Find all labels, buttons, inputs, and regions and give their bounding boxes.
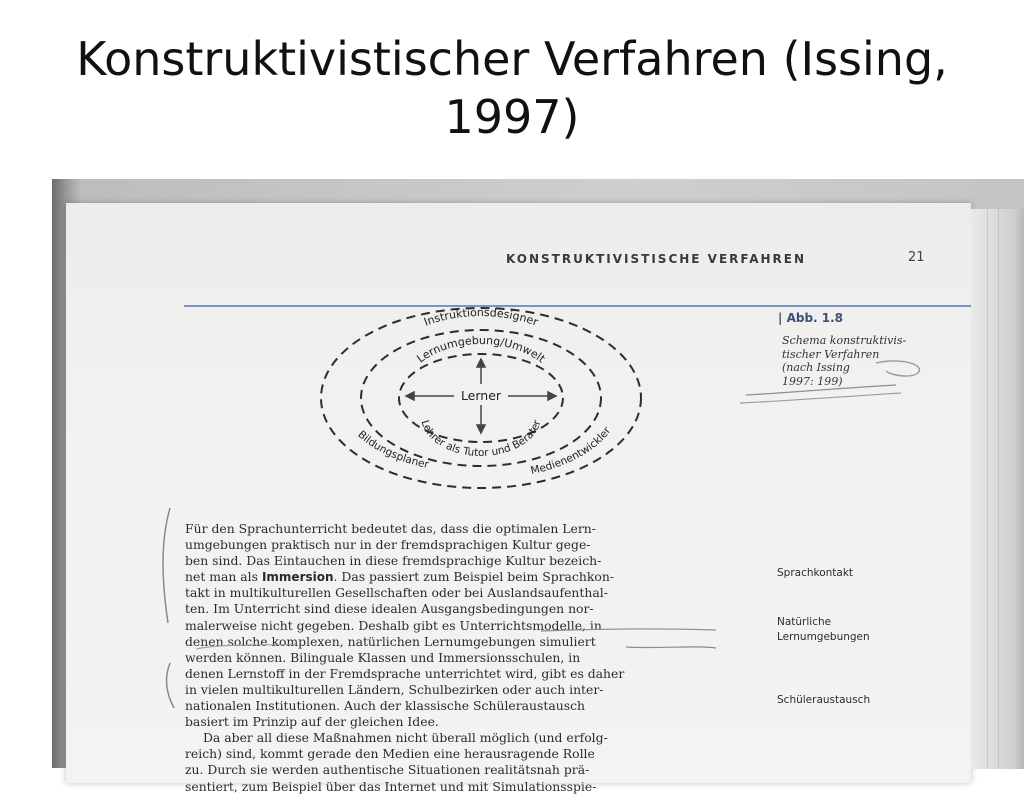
body-line: ten. Im Unterricht sind diese idealen Ausgangsbedingungen nor-: [185, 601, 594, 617]
body-text: [185, 521, 755, 795]
body-line: Für den Sprachunterricht bedeutet das, dass die optimalen Lern-: [185, 521, 596, 536]
figure-caption: [782, 334, 962, 388]
immersion-term: Immersion: [261, 570, 334, 585]
body-fragment: . Das passiert zum Beispiel beim Sprachkon-: [333, 569, 614, 585]
body-line: basiert im Prinzip auf der gleichen Idee.: [185, 714, 439, 730]
running-header: KONSTRUKTIVISTISCHE VERFAHREN: [506, 252, 807, 266]
caption-line: Schema konstruktivis-: [782, 334, 907, 347]
medienentwickler-label: Medienentwickler: [529, 424, 614, 478]
body-line: in vielen multikulturellen Ländern, Schulbezirken oder auch inter-: [185, 681, 604, 697]
body-line: takt in multikulturellen Gesellschaften oder bei Auslandsaufenthal-: [185, 585, 608, 601]
slide-title: [40, 30, 984, 146]
outer-ring-left-label: [355, 429, 430, 472]
margin-note-natuerliche: Natürliche: [777, 616, 832, 628]
margin-note-schueleraustausch: Schüleraustausch: [777, 694, 871, 706]
caption-line: 1997: 199): [782, 374, 843, 388]
body-line: nationalen Institutionen. Auch der klassische Schüleraustausch: [185, 698, 586, 714]
scanned-book-page: [52, 179, 1024, 794]
body-line: Da aber all diese Maßnahmen nicht überall möglich (und erfolg-: [203, 730, 608, 746]
body-line: umgebungen praktisch nur in der fremdsprachigen Kultur gege-: [185, 537, 591, 553]
instruktionsdesigner-label: Instruktionsdesigner: [422, 306, 540, 329]
body-line: reich) sind, kommt gerade den Medien eine herausragende Rolle: [185, 746, 595, 762]
book-page: [66, 203, 971, 794]
figure-label: | Abb. 1.8: [778, 311, 843, 325]
margin-note-sprachkontakt: Sprachkontakt: [777, 567, 854, 579]
margin-note-lernumgebungen: Lernumgebungen: [777, 631, 870, 643]
caption-line: tischer Verfahren: [782, 347, 880, 361]
outer-ring-right-label: [530, 424, 614, 477]
center-label: Lerner: [460, 388, 502, 403]
body-line: zu. Durch sie werden authentische Situationen realitätsnah prä-: [185, 762, 590, 778]
body-line: malerweise nicht gegeben. Deshalb gibt es Unterrichtsmodelle, in: [185, 617, 602, 633]
page-number: 21: [908, 250, 925, 265]
body-line: ben sind. Das Eintauchen in diese fremdsprachige Kultur bezeich-: [185, 553, 602, 569]
outer-ring-top-label: [422, 306, 540, 329]
constructivist-schema-diagram: [306, 291, 656, 501]
body-line: denen solche komplexen, natürlichen Lernumgebungen simuliert: [185, 633, 596, 649]
page-edge-lines: [987, 209, 999, 769]
caption-line: (nach Issing: [782, 361, 850, 374]
body-line: denen Lernstoff in der Fremdsprache unterrichtet wird, gibt es daher: [185, 665, 625, 681]
lehrer-label: Lehrer als Tutor und Berater: [418, 418, 544, 460]
body-line: sentiert, zum Beispiel über das Internet und mit Simulationsspie-: [185, 778, 597, 794]
slide-title-text: Konstruktivistischer Verfahren (Issing, 1997): [76, 32, 948, 144]
body-line: werden können. Bilinguale Klassen und Immersionsschulen, in: [185, 649, 581, 665]
bildungsplaner-label: Bildungsplaner: [355, 428, 430, 472]
body-fragment: net man als: [185, 569, 258, 585]
lernumgebung-label: Lernumgebung/Umwelt: [414, 333, 548, 366]
body-line-immersion: [185, 569, 755, 585]
